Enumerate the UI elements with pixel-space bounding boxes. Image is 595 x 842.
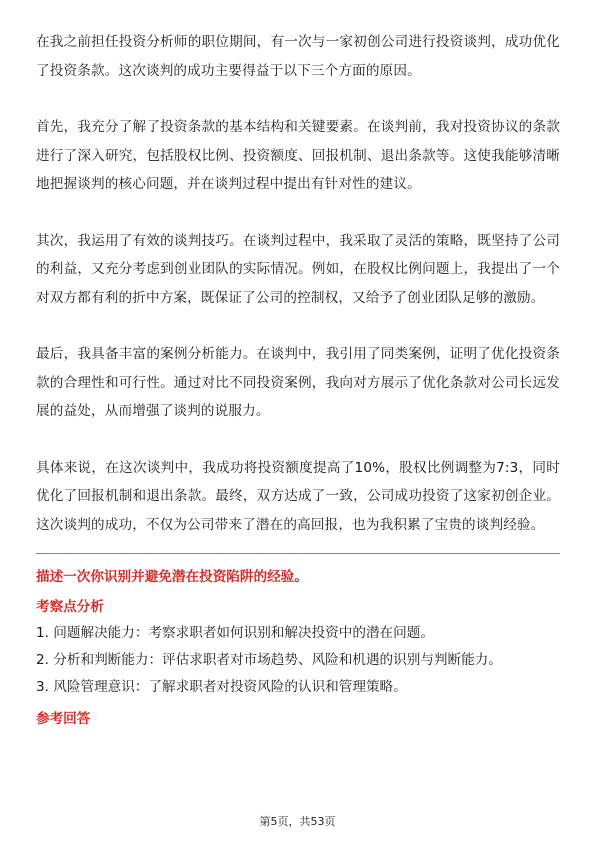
body-paragraph-5: 具体来说，在这次谈判中，我成功将投资额度提高了10%，股权比例调整为7:3，同时优化了回报机制和退出条款。最终，双方达成了一致，公司成功投资了这家初创企业。这次谈判的成功，不仅为公司带来了潜在的高回报，也为我积累了宝贵的谈判经验。 — [36, 459, 560, 533]
analysis-point-1: 1. 问题解决能力：考察求职者如何识别和解决投资中的潜在问题。 — [36, 625, 434, 641]
section-divider — [36, 553, 560, 554]
answer-heading: 参考回答 — [36, 711, 91, 728]
analysis-heading: 考察点分析 — [36, 599, 104, 615]
body-paragraph-3: 其次，我运用了有效的谈判技巧。在谈判过程中，我采取了灵活的策略，既坚持了公司的利益，又充分考虑到创业团队的实际情况。例如，在股权比例问题上，我提出了一个对双方都有利的折中方案，既保证了公司的控制权，又给予了创业团队足够的激励。 — [36, 232, 560, 306]
body-paragraph-2: 首先，我充分了解了投资条款的基本结构和关键要素。在谈判前，我对投资协议的条款进行了深入研究，包括股权比例、投资额度、回报机制、退出条款等。这使我能够清晰地把握谈判的核心问题，并在谈判过程中提出有针对性的建议。 — [36, 119, 560, 192]
analysis-point-2: 2. 分析和判断能力：评估求职者对市场趋势、风险和机遇的识别与判断能力。 — [36, 651, 502, 668]
page-content — [36, 28, 560, 732]
analysis-list — [36, 620, 560, 700]
analysis-point-3: 3. 风险管理意识：了解求职者对投资风险的认识和管理策略。 — [36, 678, 407, 695]
page-number-footer: 第5页，共53页 — [259, 815, 336, 828]
interview-question: 描述一次你识别并避免潜在投资陷阱的经验。 — [36, 569, 308, 585]
body-paragraph-4: 最后，我具备丰富的案例分析能力。在谈判中，我引用了同类案例，证明了优化投资条款的合理性和可行性。通过对比不同投资案例，我向对方展示了优化条款对公司长远发展的益处，从而增强了谈判的说服力。 — [36, 346, 560, 419]
body-paragraph-1: 在我之前担任投资分析师的职位期间，有一次与一家初创公司进行投资谈判，成功优化了投资条款。这次谈判的成功主要得益于以下三个方面的原因。 — [36, 34, 560, 79]
